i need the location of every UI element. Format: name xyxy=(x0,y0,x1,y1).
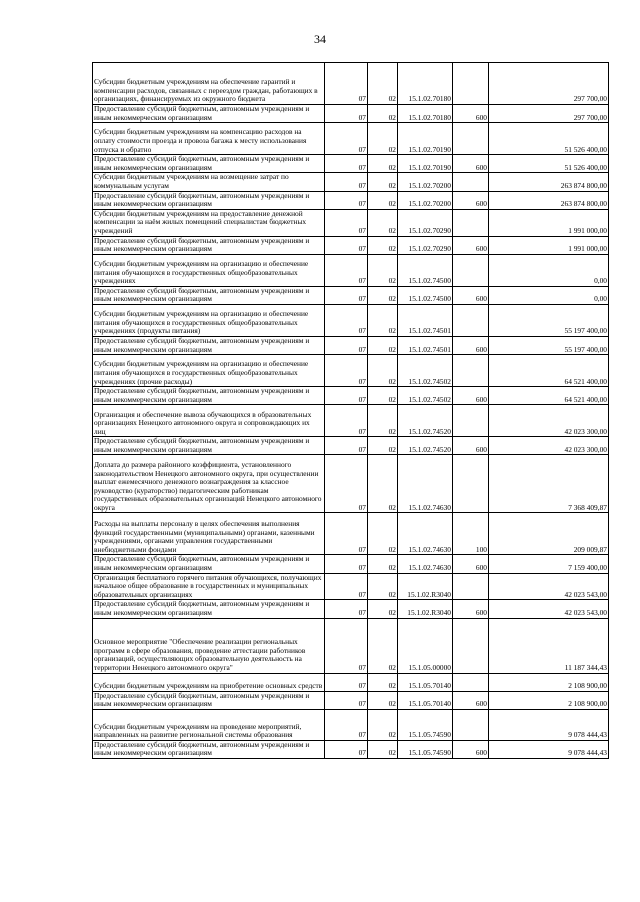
row-subsection-cell: 02 xyxy=(368,236,398,254)
table-row xyxy=(93,254,609,286)
table-row xyxy=(93,173,609,191)
row-name-text: Предоставление субсидий бюджетным, автономным учреждениям и иным некоммерческим организациям xyxy=(94,336,310,354)
row-name-cell xyxy=(93,673,325,691)
row-target-article-cell: 15.1.02.70200 xyxy=(398,191,453,209)
row-amount-cell: 0,00 xyxy=(489,254,609,286)
row-expense-type-cell xyxy=(453,304,489,336)
row-name-cell xyxy=(93,555,325,573)
row-expense-type-cell xyxy=(453,618,489,673)
row-subsection-cell: 02 xyxy=(368,387,398,405)
row-target-article-cell: 15.1.02.74502 xyxy=(398,387,453,405)
row-expense-type-cell xyxy=(453,209,489,236)
row-target-article-cell: 15.1.02.70180 xyxy=(398,105,453,123)
row-subsection-cell: 02 xyxy=(368,155,398,173)
row-amount-cell: 42 023 543,00 xyxy=(489,600,609,618)
table-row xyxy=(93,286,609,304)
row-name-cell xyxy=(93,336,325,354)
row-name-text: Предоставление субсидий бюджетным, автономным учреждениям и иным некоммерческим организациям xyxy=(94,554,310,573)
row-expense-type-cell: 600 xyxy=(453,600,489,618)
row-name-text: Субсидии бюджетным учреждениям на организацию и обеспечение питания обучающихся в государственных общеобразовательных учреждениях (прочие расходы) xyxy=(94,359,309,386)
row-expense-type-cell: 600 xyxy=(453,155,489,173)
row-expense-type-cell: 600 xyxy=(453,740,489,758)
row-name-text: Субсидии бюджетным учреждениям на компенсацию расходов на оплату стоимости проезда и провоза багажа к месту использования отпуска и обратно xyxy=(94,127,307,154)
row-section-cell: 07 xyxy=(325,387,368,405)
row-target-article-cell: 15.1.02.74500 xyxy=(398,254,453,286)
row-section-cell: 07 xyxy=(325,236,368,254)
row-amount-cell: 55 197 400,00 xyxy=(489,304,609,336)
row-expense-type-cell xyxy=(453,63,489,105)
row-name-text: Субсидии бюджетным учреждениям на проведение мероприятий, направленных на развитие региональной системы образования xyxy=(94,721,302,740)
row-subsection-cell: 02 xyxy=(368,740,398,758)
row-target-article-cell: 15.1.02.R3040 xyxy=(398,573,453,600)
row-name-cell xyxy=(93,691,325,709)
table-row xyxy=(93,673,609,691)
table-row xyxy=(93,105,609,123)
row-expense-type-cell: 600 xyxy=(453,691,489,709)
row-name-cell xyxy=(93,405,325,437)
row-amount-cell: 51 526 400,00 xyxy=(489,123,609,155)
row-subsection-cell: 02 xyxy=(368,355,398,387)
row-name-cell xyxy=(93,387,325,405)
row-subsection-cell: 02 xyxy=(368,600,398,618)
row-expense-type-cell xyxy=(453,173,489,191)
row-name-cell xyxy=(93,740,325,758)
row-target-article-cell: 15.1.05.00000 xyxy=(398,618,453,673)
row-name-text: Субсидии бюджетным учреждениям на возмещение затрат по коммунальным услугам xyxy=(94,172,289,190)
row-expense-type-cell: 600 xyxy=(453,191,489,209)
row-name-text: Предоставление субсидий бюджетным, автономным учреждениям и иным некоммерческим организациям xyxy=(94,286,310,304)
row-expense-type-cell: 100 xyxy=(453,513,489,555)
row-section-cell: 07 xyxy=(325,513,368,555)
row-expense-type-cell xyxy=(453,123,489,155)
table-row xyxy=(93,336,609,354)
row-expense-type-cell xyxy=(453,455,489,513)
row-target-article-cell: 15.1.02.74501 xyxy=(398,304,453,336)
row-amount-cell: 1 991 000,00 xyxy=(489,236,609,254)
row-subsection-cell: 02 xyxy=(368,555,398,573)
row-section-cell: 07 xyxy=(325,304,368,336)
row-name-text: Расходы на выплаты персоналу в целях обеспечения выполнения функций государственными (муниципальными) органами, казенными учреждениями, органами управления государственными внебюджетными фондами xyxy=(94,519,315,554)
row-target-article-cell: 15.1.02.74630 xyxy=(398,455,453,513)
row-name-cell xyxy=(93,600,325,618)
row-amount-cell: 9 078 444,43 xyxy=(489,709,609,740)
row-expense-type-cell: 600 xyxy=(453,555,489,573)
row-amount-cell: 297 700,00 xyxy=(489,63,609,105)
row-expense-type-cell: 600 xyxy=(453,437,489,455)
row-amount-cell: 1 991 000,00 xyxy=(489,209,609,236)
row-subsection-cell: 02 xyxy=(368,573,398,600)
row-name-text: Предоставление субсидий бюджетным, автономным учреждениям и иным некоммерческим организациям xyxy=(94,740,310,758)
row-section-cell: 07 xyxy=(325,209,368,236)
row-section-cell: 07 xyxy=(325,455,368,513)
row-name-text: Предоставление субсидий бюджетным, автономным учреждениям и иным некоммерческим организациям xyxy=(94,691,310,709)
row-subsection-cell: 02 xyxy=(368,513,398,555)
table-row xyxy=(93,155,609,173)
table-row xyxy=(93,555,609,573)
row-name-cell xyxy=(93,155,325,173)
table-row xyxy=(93,304,609,336)
row-subsection-cell: 02 xyxy=(368,105,398,123)
row-section-cell: 07 xyxy=(325,254,368,286)
row-section-cell: 07 xyxy=(325,555,368,573)
row-section-cell: 07 xyxy=(325,336,368,354)
row-name-cell xyxy=(93,455,325,513)
row-target-article-cell: 15.1.02.74500 xyxy=(398,286,453,304)
row-amount-cell: 297 700,00 xyxy=(489,105,609,123)
table-row xyxy=(93,691,609,709)
row-name-text: Предоставление субсидий бюджетным, автономным учреждениям и иным некоммерческим организациям xyxy=(94,386,310,404)
row-expense-type-cell xyxy=(453,673,489,691)
row-amount-cell: 42 023 543,00 xyxy=(489,573,609,600)
row-subsection-cell: 02 xyxy=(368,123,398,155)
row-expense-type-cell: 600 xyxy=(453,105,489,123)
row-name-cell xyxy=(93,709,325,740)
row-target-article-cell: 15.1.05.70140 xyxy=(398,691,453,709)
row-section-cell: 07 xyxy=(325,355,368,387)
row-name-cell xyxy=(93,573,325,600)
table-row xyxy=(93,209,609,236)
row-expense-type-cell: 600 xyxy=(453,387,489,405)
row-section-cell: 07 xyxy=(325,709,368,740)
row-subsection-cell: 02 xyxy=(368,437,398,455)
page-number: 34 xyxy=(314,32,326,46)
row-name-text: Основное мероприятие "Обеспечение реализации региональных программ в сфере образования, проведение аттестации работников организаций, осуществляющих образовательную деятельность на территории Ненецкого автономного округа" xyxy=(94,637,306,673)
table-row xyxy=(93,191,609,209)
table-row xyxy=(93,455,609,513)
table-row xyxy=(93,63,609,105)
row-subsection-cell: 02 xyxy=(368,709,398,740)
row-subsection-cell: 02 xyxy=(368,691,398,709)
table-row xyxy=(93,123,609,155)
table-row xyxy=(93,437,609,455)
row-target-article-cell: 15.1.02.70200 xyxy=(398,173,453,191)
row-section-cell: 07 xyxy=(325,573,368,600)
row-name-text: Субсидии бюджетным учреждениям на организацию и обеспечение питания обучающихся в государственных общеобразовательных учреждениях xyxy=(94,258,309,286)
row-amount-cell: 55 197 400,00 xyxy=(489,336,609,354)
row-subsection-cell: 02 xyxy=(368,191,398,209)
row-subsection-cell: 02 xyxy=(368,63,398,105)
row-target-article-cell: 15.1.02.74520 xyxy=(398,437,453,455)
row-name-text: Субсидии бюджетным учреждениям на приобретение основных средств xyxy=(94,681,323,691)
table-row xyxy=(93,387,609,405)
row-subsection-cell: 02 xyxy=(368,173,398,191)
row-name-text: Предоставление субсидий бюджетным, автономным учреждениям и иным некоммерческим организациям xyxy=(94,599,310,618)
row-subsection-cell: 02 xyxy=(368,455,398,513)
row-target-article-cell: 15.1.02.70190 xyxy=(398,155,453,173)
row-name-text: Субсидии бюджетным учреждениям на обеспечение гарантий и компенсации расходов, связанных с переездом граждан, работающих в организациях, финансируемых из окружного бюджета xyxy=(94,77,318,104)
row-expense-type-cell: 600 xyxy=(453,236,489,254)
row-name-cell xyxy=(93,191,325,209)
row-name-cell xyxy=(93,513,325,555)
table-row xyxy=(93,405,609,437)
row-section-cell: 07 xyxy=(325,105,368,123)
row-name-cell xyxy=(93,304,325,336)
row-name-text: Организация и обеспечение вывоза обучающихся в образовательных организациях Ненецкого автономного округа и сопровождающих их лиц xyxy=(94,409,312,436)
table-row xyxy=(93,513,609,555)
row-target-article-cell: 15.1.02.R3040 xyxy=(398,600,453,618)
row-target-article-cell: 15.1.05.74590 xyxy=(398,709,453,740)
row-name-text: Предоставление субсидий бюджетным, автономным учреждениям и иным некоммерческим организациям xyxy=(94,154,310,172)
row-amount-cell: 263 874 800,00 xyxy=(489,191,609,209)
row-amount-cell: 7 368 409,87 xyxy=(489,455,609,513)
row-name-text: Предоставление субсидий бюджетным, автономным учреждениям и иным некоммерческим организациям xyxy=(94,104,310,122)
row-subsection-cell: 02 xyxy=(368,618,398,673)
row-expense-type-cell xyxy=(453,573,489,600)
row-target-article-cell: 15.1.05.70140 xyxy=(398,673,453,691)
row-target-article-cell: 15.1.02.70190 xyxy=(398,123,453,155)
row-name-text: Субсидии бюджетным учреждениям на предоставление денежной компенсации за наём жилых помещений специалистам бюджетных учреждений xyxy=(94,209,307,235)
row-target-article-cell: 15.1.02.74630 xyxy=(398,513,453,555)
row-expense-type-cell: 600 xyxy=(453,336,489,354)
row-section-cell: 07 xyxy=(325,286,368,304)
row-name-cell xyxy=(93,286,325,304)
row-amount-cell: 263 874 800,00 xyxy=(489,173,609,191)
row-section-cell: 07 xyxy=(325,191,368,209)
row-name-cell xyxy=(93,63,325,105)
row-amount-cell: 64 521 400,00 xyxy=(489,355,609,387)
table-row xyxy=(93,740,609,758)
table-row xyxy=(93,709,609,740)
row-subsection-cell: 02 xyxy=(368,673,398,691)
row-expense-type-cell xyxy=(453,405,489,437)
row-name-cell xyxy=(93,437,325,455)
table-row xyxy=(93,236,609,254)
row-target-article-cell: 15.1.05.74590 xyxy=(398,740,453,758)
row-name-text: Доплата до размера районного коэффициента, установленного законодательством Ненецкого автономного округа, при осуществлении выплат ежемесячного денежного вознаграждения за классное руководство (кураторство) педагогическим работникам государственных образовательных организаций Ненецкого автономного округа xyxy=(94,459,322,512)
row-section-cell: 07 xyxy=(325,618,368,673)
row-name-cell xyxy=(93,209,325,236)
table-row xyxy=(93,618,609,673)
row-amount-cell: 51 526 400,00 xyxy=(489,155,609,173)
row-amount-cell: 11 187 344,43 xyxy=(489,618,609,673)
row-section-cell: 07 xyxy=(325,63,368,105)
row-subsection-cell: 02 xyxy=(368,209,398,236)
row-amount-cell: 9 078 444,43 xyxy=(489,740,609,758)
row-subsection-cell: 02 xyxy=(368,286,398,304)
row-amount-cell: 42 023 300,00 xyxy=(489,405,609,437)
row-subsection-cell: 02 xyxy=(368,254,398,286)
row-target-article-cell: 15.1.02.74520 xyxy=(398,405,453,437)
row-target-article-cell: 15.1.02.70290 xyxy=(398,209,453,236)
row-target-article-cell: 15.1.02.70180 xyxy=(398,63,453,105)
row-target-article-cell: 15.1.02.74502 xyxy=(398,355,453,387)
row-section-cell: 07 xyxy=(325,405,368,437)
row-target-article-cell: 15.1.02.70290 xyxy=(398,236,453,254)
row-name-text: Организация бесплатного горячего питания обучающихся, получающих начальное общее образование в государственных и муниципальных образовательных организациях xyxy=(94,573,322,599)
row-name-text: Предоставление субсидий бюджетным, автономным учреждениям и иным некоммерческим организациям xyxy=(94,436,310,454)
row-section-cell: 07 xyxy=(325,123,368,155)
row-subsection-cell: 02 xyxy=(368,336,398,354)
row-expense-type-cell xyxy=(453,254,489,286)
row-subsection-cell: 02 xyxy=(368,304,398,336)
row-name-cell xyxy=(93,355,325,387)
row-section-cell: 07 xyxy=(325,173,368,191)
budget-table xyxy=(92,62,609,759)
row-section-cell: 07 xyxy=(325,155,368,173)
row-amount-cell: 42 023 300,00 xyxy=(489,437,609,455)
row-section-cell: 07 xyxy=(325,673,368,691)
row-amount-cell: 2 108 900,00 xyxy=(489,673,609,691)
row-target-article-cell: 15.1.02.74501 xyxy=(398,336,453,354)
row-name-cell xyxy=(93,105,325,123)
row-expense-type-cell xyxy=(453,709,489,740)
row-section-cell: 07 xyxy=(325,437,368,455)
row-target-article-cell: 15.1.02.74630 xyxy=(398,555,453,573)
row-name-text: Предоставление субсидий бюджетным, автономным учреждениям и иным некоммерческим организациям xyxy=(94,236,310,254)
row-section-cell: 07 xyxy=(325,691,368,709)
table-row xyxy=(93,573,609,600)
row-expense-type-cell: 600 xyxy=(453,286,489,304)
table-row xyxy=(93,600,609,618)
row-name-cell xyxy=(93,173,325,191)
budget-table-body xyxy=(93,63,609,759)
row-name-cell xyxy=(93,236,325,254)
row-name-cell xyxy=(93,254,325,286)
row-name-cell xyxy=(93,123,325,155)
row-amount-cell: 7 159 400,00 xyxy=(489,555,609,573)
table-row xyxy=(93,355,609,387)
row-expense-type-cell xyxy=(453,355,489,387)
row-subsection-cell: 02 xyxy=(368,405,398,437)
row-amount-cell: 0,00 xyxy=(489,286,609,304)
row-section-cell: 07 xyxy=(325,740,368,758)
row-name-cell xyxy=(93,618,325,673)
row-name-text: Субсидии бюджетным учреждениям на организацию и обеспечение питания обучающихся в государственных общеобразовательных учреждениях (продукты питания) xyxy=(94,309,309,336)
row-amount-cell: 2 108 900,00 xyxy=(489,691,609,709)
row-amount-cell: 209 009,87 xyxy=(489,513,609,555)
row-name-text: Предоставление субсидий бюджетным, автономным учреждениям и иным некоммерческим организациям xyxy=(94,191,310,209)
row-amount-cell: 64 521 400,00 xyxy=(489,387,609,405)
row-section-cell: 07 xyxy=(325,600,368,618)
